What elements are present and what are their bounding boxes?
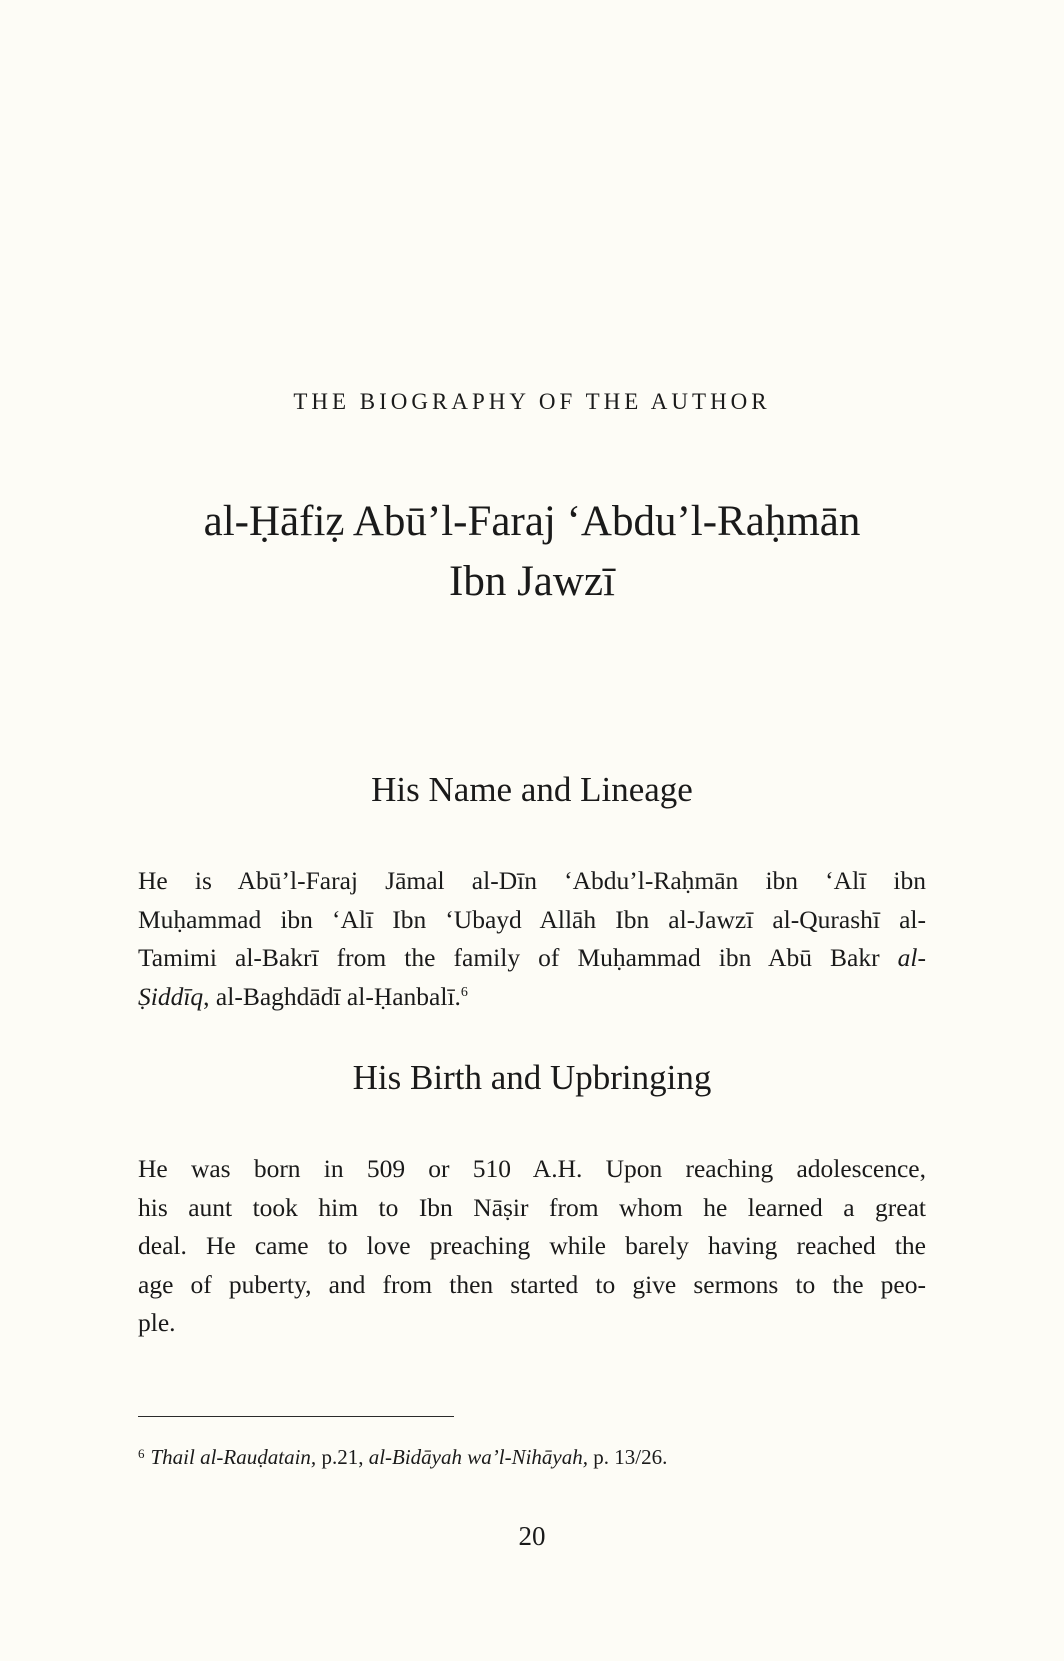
chapter-title [0,492,1064,612]
footnote-divider [138,1416,454,1417]
paragraph-line [138,978,926,1017]
paragraph-name-lineage [138,862,926,1016]
section-heading-name-lineage: His Name and Lineage [371,770,693,809]
paragraph-line-text: , al-Baghdādī al-Ḥanbalī. [203,981,461,1011]
running-head: THE BIOGRAPHY OF THE AUTHOR [293,389,771,414]
footnote-source-title: al-Bidāyah wa’l-Nihāyah, [368,1445,588,1469]
italic-text: al- [897,943,926,972]
footnote-text: p. 13/26. [588,1445,668,1469]
footnote-marker: 6 [138,1446,145,1461]
footnote [138,1442,926,1472]
paragraph-line: deal. He came to love preaching while barely having reached the [138,1231,926,1260]
footnote-reference[interactable]: 6 [460,984,468,1000]
paragraph-line: Muḥammad ibn ‘Alī Ibn ‘Ubayd Allāh Ibn al-Jawzī al-Qurashī al- [138,904,926,934]
paragraph-line-text: Tamimi al-Bakrī from the family of Muḥammad ibn Abū Bakr [138,943,880,972]
footnote-source-title: Thail al-Rauḍatain, [150,1445,317,1469]
chapter-title-line-2: Ibn Jawzī [449,558,615,605]
chapter-title-line-1: al-Ḥāfiẓ Abū’l-Faraj ‘Abdu’l-Raḥmān [203,498,861,545]
paragraph-line: He is Abū’l-Faraj Jāmal al-Dīn ‘Abdu’l-Raḥmān ibn ‘Alī ibn [138,866,926,895]
paragraph-line [138,939,926,978]
paragraph-line: ple. [138,1308,176,1337]
paragraph-birth-upbringing [138,1150,926,1343]
section-heading-birth-upbringing: His Birth and Upbringing [352,1058,712,1097]
footnote-text: p.21, [316,1445,369,1469]
italic-text: Ṣiddīq [138,981,204,1011]
paragraph-line: He was born in 509 or 510 A.H. Upon reaching adolescence, [138,1154,926,1183]
paragraph-line: his aunt took him to Ibn Nāṣir from whom he learned a great [138,1192,926,1222]
paragraph-line: age of puberty, and from then started to give sermons to the peo- [138,1269,926,1299]
page-number: 20 [518,1521,546,1551]
